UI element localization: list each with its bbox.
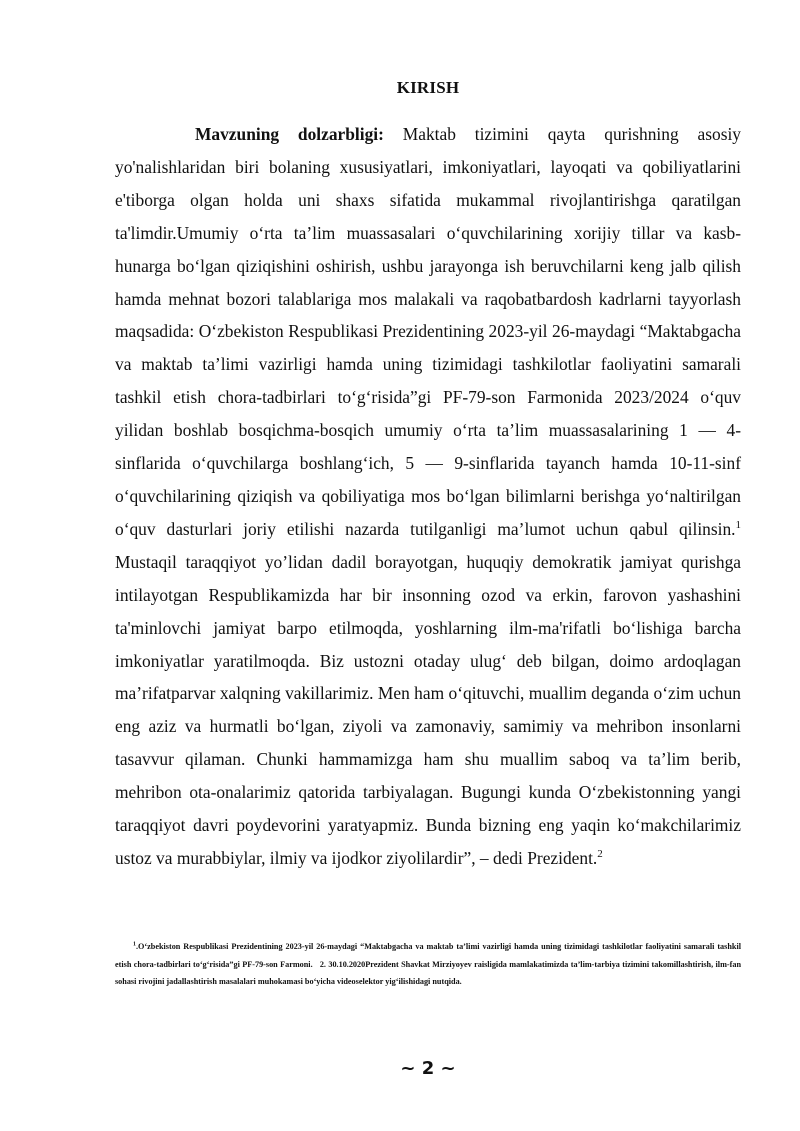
page-title: KIRISH xyxy=(396,78,460,97)
page-number: ~ 2 ~ xyxy=(400,1058,456,1079)
document-page xyxy=(115,0,741,1131)
footnote-ref-2[interactable]: 2 xyxy=(597,848,603,861)
body-paragraph xyxy=(115,118,741,875)
body-text-part-1: Maktab tizimini qayta qurishning asosiy yo'nalishlaridan biri bolaning xususiyatlari, imkoniyatlari, layoqati va qobiliyatlarini e'tiborga olgan holda uni shaxs sifatida mukammal rivojlantirishga qaratilgan ta'limdir.Umumiy o‘rta ta’lim muassasalari o‘quvchilarining xorijiy tillar va kasb-hunarga bo‘lgan qiziqishini oshirish, ushbu jarayonga ish beruvchilarni keng jalb qilish hamda mehnat bozori talablariga mos malakali va raqobatbardosh kadrlarni tayyorlash maqsadida: O‘zbekiston Respublikasi Prezidentining 2023-yil 26-maydagi “Maktabgacha va maktab ta’limi vazirligi hamda uning tizimidagi tashkilotlar faoliyatini samarali tashkil etish chora-tadbirlari to‘g‘risida”gi PF-79-son Farmonida 2023/2024 o‘quv yilidan boshlab bosqichma-bosqich umumiy o‘rta ta’lim muassasalarining 1 — 4-sinflarida o‘quvchilarga boshlang‘ich, 5 — 9-sinflarida tayanch hamda 10-11-sinf o‘quvchilarining qiziqish va qobiliyatiga mos bo‘lgan bilimlarni berishga yo‘naltirilgan o‘quv dasturlari joriy etilishi nazarda tutilganligi ma’lumot uchun qabul qilinsin. xyxy=(115,124,741,539)
footnote-1-text: .O‘zbekiston Respublikasi Prezidentining 2023-yil 26-maydagi “Maktabgacha va maktab ta’limi vazirligi hamda uning tizimidagi tashkilotlar faoliyatini samarali tashkil etish chora-tadbirlari to‘g‘risida”gi PF-79-son Farmoni. xyxy=(115,942,741,969)
footnote-2-text: 2. 30.10.2020Prezident Shavkat Mirziyoyev raisligida mamlakatimizda ta’lim-tarbiya tizimini takomillashtirish, ilm-fan sohasi rivojini jadallashtirish masalalari muhokamasi bo‘yicha videoselektor yig‘ilishidagi nutqida. xyxy=(115,959,741,986)
body-text-part-2: Mustaqil taraqqiyot yo’lidan dadil borayotgan, huquqiy demokratik jamiyat qurishga intilayotgan Respublikamizda har bir insonning ozod va erkin, farovon yashashini ta'minlovchi jamiyat barpo etilmoqda, yoshlarning ilm-ma'rifatli bo‘lishiga barcha imkoniyatlar yaratilmoqda. Biz ustozni otaday ulug‘ deb bilgan, doimo ardoqlagan ma’rifatparvar xalqning vakillarimiz. Men ham o‘qituvchi, muallim deganda o‘zim uchun eng aziz va hurmatli bo‘lgan, ziyoli va zamonaviy, samimiy va mehribon insonlarni tasavvur qilaman. Chunki hammamizga ham shu muallim saboq va ta’lim berib, mehribon ota-onalarimiz qatorida tarbiyalagan. Bugungi kunda O‘zbekistonning yangi taraqqiyot davri poydevorini yaratyapmiz. Bunda bizning eng yaqin ko‘makchilarimiz ustoz va murabbiylar, ilmiy va ijodkor ziyolilardir”, – dedi Prezident. xyxy=(115,551,741,868)
footnotes xyxy=(115,938,741,991)
footnote-ref-1[interactable]: 1 xyxy=(735,519,741,532)
footnote-1-marker: 1 xyxy=(133,941,136,948)
lead-heading: Mavzuning dolzarbligi: xyxy=(195,124,384,144)
